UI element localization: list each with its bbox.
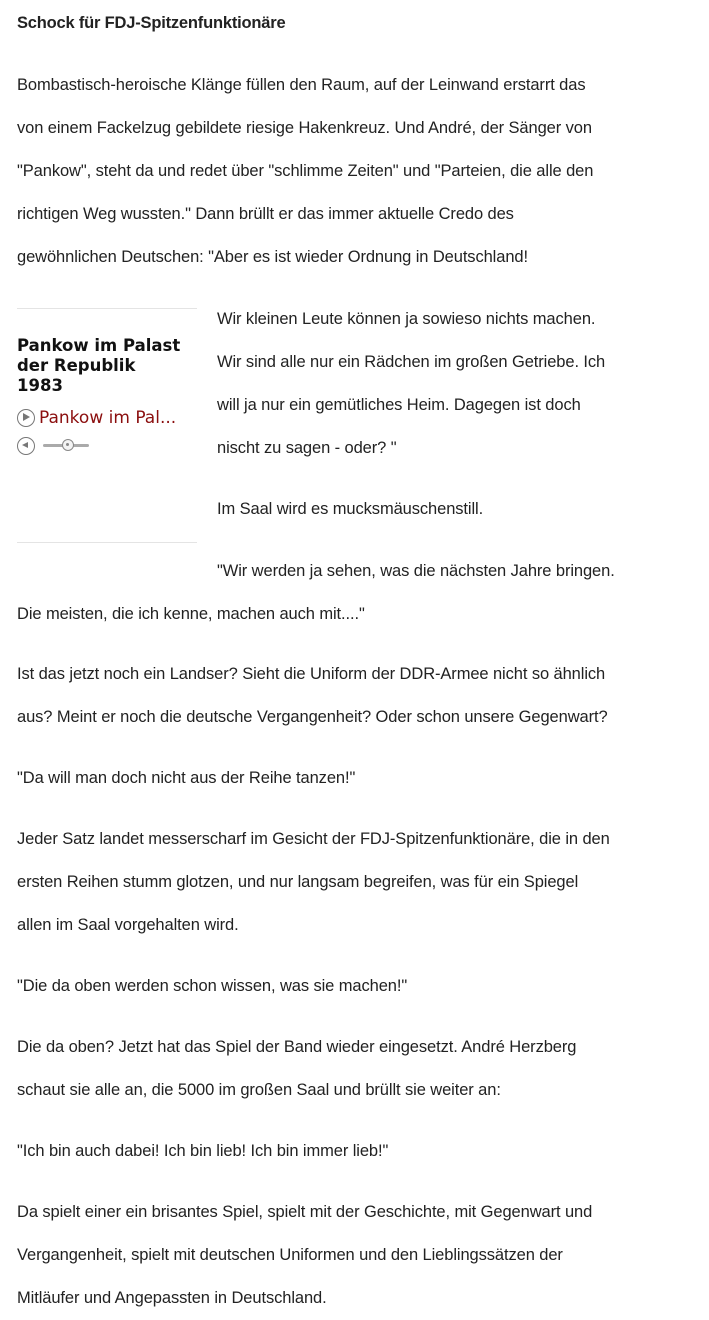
paragraph-4-rest: [17, 593, 689, 636]
text-line: allen im Saal vorgehalten wird.: [17, 916, 239, 934]
track-name-link[interactable]: Pankow im Pal...: [39, 408, 177, 428]
text-line: von einem Fackelzug gebildete riesige Hakenkreuz. Und André, der Sänger von: [17, 119, 592, 137]
paragraph-6: [17, 757, 689, 800]
text-line: richtigen Weg wussten." Dann brüllt er das immer aktuelle Credo des: [17, 205, 514, 223]
text-line: Vergangenheit, spielt mit deutschen Uniformen und den Lieblingssätzen der: [17, 1246, 563, 1264]
audio-title-line: der Republik: [17, 356, 136, 375]
text-line: Wir sind alle nur ein Rädchen im großen Getriebe. Ich: [217, 353, 606, 371]
text-line: Ist das jetzt noch ein Landser? Sieht die Uniform der DDR-Armee nicht so ähnlich: [17, 665, 606, 683]
audio-title-line: 1983: [17, 376, 63, 395]
article-heading: Schock für FDJ-Spitzenfunktionäre: [17, 14, 286, 32]
text-line: "Ich bin auch dabei! Ich bin lieb! Ich bin immer lieb!": [17, 1142, 389, 1160]
text-line: ersten Reihen stumm glotzen, und nur langsam begreifen, was für ein Spiegel: [17, 873, 579, 891]
text-line: Mitläufer und Angepassten in Deutschland.: [17, 1289, 327, 1307]
text-line: "Pankow", steht da und redet über "schlimme Zeiten" und "Parteien, die alle den: [17, 162, 594, 180]
volume-slider-knob[interactable]: [62, 439, 74, 451]
text-line: Da spielt einer ein brisantes Spiel, spielt mit der Geschichte, mit Gegenwart und: [17, 1203, 593, 1221]
text-line: "Wir werden ja sehen, was die nächsten Jahre bringen.: [217, 562, 615, 580]
text-line: "Da will man doch nicht aus der Reihe tanzen!": [17, 769, 356, 787]
paragraph-5: [17, 653, 689, 739]
text-line: schaut sie alle an, die 5000 im großen Saal und brüllt sie weiter an:: [17, 1081, 501, 1099]
text-line: will ja nur ein gemütliches Heim. Dagegen ist doch: [217, 396, 581, 414]
paragraph-11: [17, 1191, 689, 1320]
audio-title-line: Pankow im Palast: [17, 336, 181, 355]
paragraph-4-first-line: [217, 550, 689, 593]
text-line: Jeder Satz landet messerscharf im Gesicht der FDJ-Spitzenfunktionäre, die in den: [17, 830, 610, 848]
paragraph-7: [17, 818, 689, 947]
audio-player-box: [17, 308, 197, 543]
paragraph-9: [17, 1026, 689, 1112]
player-row: [17, 408, 176, 428]
volume-icon[interactable]: [17, 437, 35, 455]
paragraph-2: [217, 298, 689, 470]
text-line: "Die da oben werden schon wissen, was sie machen!": [17, 977, 408, 995]
text-line: aus? Meint er noch die deutsche Vergangenheit? Oder schon unsere Gegenwart?: [17, 708, 608, 726]
paragraph-3: [217, 488, 689, 531]
paragraph-8: [17, 965, 689, 1008]
text-line: gewöhnlichen Deutschen: "Aber es ist wieder Ordnung in Deutschland!: [17, 248, 528, 266]
paragraph-1: [17, 64, 689, 279]
text-line: Die meisten, die ich kenne, machen auch mit....": [17, 605, 365, 623]
text-line: Im Saal wird es mucksmäuschenstill.: [217, 500, 484, 518]
controls-row: [17, 437, 89, 455]
text-line: Bombastisch-heroische Klänge füllen den Raum, auf der Leinwand erstarrt das: [17, 76, 586, 94]
paragraph-10: [17, 1130, 689, 1173]
text-line: Die da oben? Jetzt hat das Spiel der Band wieder eingesetzt. André Herzberg: [17, 1038, 577, 1056]
audio-title: [17, 336, 201, 396]
play-icon[interactable]: [17, 409, 35, 427]
text-line: nischt zu sagen - oder? ": [217, 439, 397, 457]
volume-slider[interactable]: [43, 439, 89, 453]
text-line: Wir kleinen Leute können ja sowieso nichts machen.: [217, 310, 596, 328]
